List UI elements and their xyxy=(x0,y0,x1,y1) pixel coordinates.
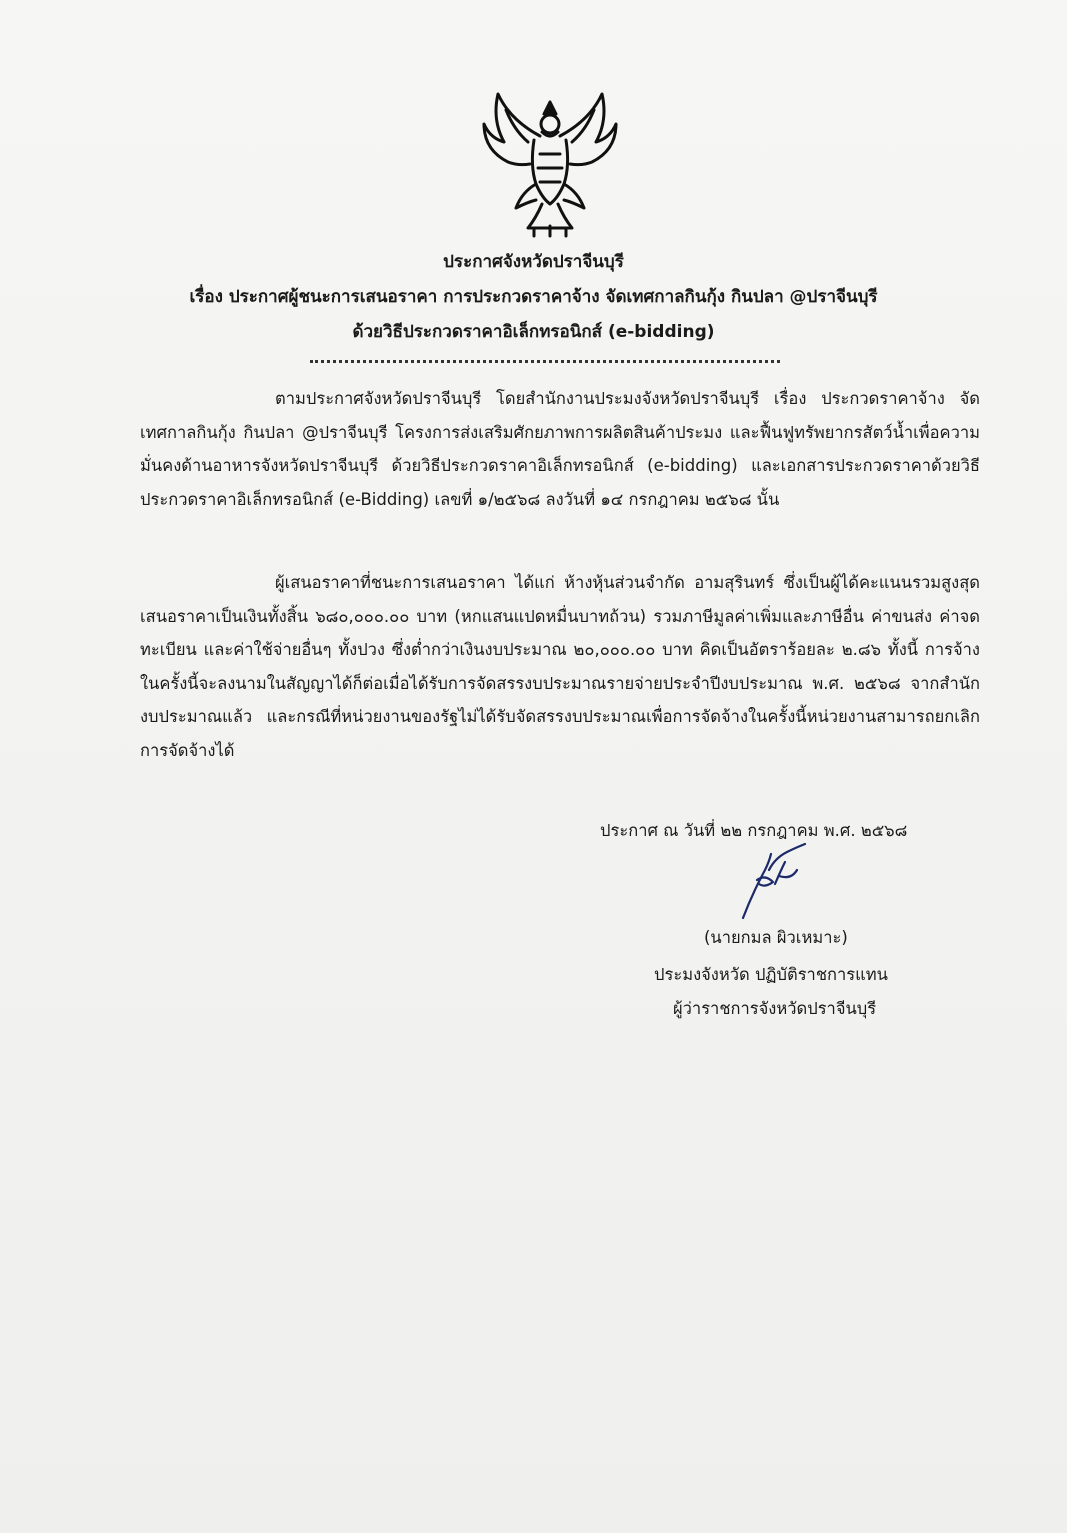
garuda-emblem-icon xyxy=(470,80,630,240)
announcement-method: ด้วยวิธีประกวดราคาอิเล็กทรอนิกส์ (e-bidding) xyxy=(352,322,715,342)
announcement-date: ประกาศ ณ วันที่ ๒๒ กรกฎาคม พ.ศ. ๒๕๖๘ xyxy=(600,821,908,840)
announcement-subject: เรื่อง ประกาศผู้ชนะการเสนอราคา การประกวดราคาจ้าง จัดเทศกาลกินกุ้ง กินปลา @ปราจีนบุรี xyxy=(189,287,878,307)
body-paragraph-1 xyxy=(140,382,980,516)
paragraph-1-text: ตามประกาศจังหวัดปราจีนบุรี โดยสำนักงานประมงจังหวัดปราจีนบุรี เรื่อง ประกวดราคาจ้าง จัดเทศกาลกินกุ้ง กินปลา @ปราจีนบุรี โครงการส่งเสริมศักยภาพการผลิตสินค้าประมง และฟื้นฟูทรัพยากรสัตว์น้ำเพื่อความมั่นคงด้านอาหารจังหวัดปราจีนบุรี ด้วยวิธีประกวดราคาอิเล็กทรอนิกส์ (e-bidding) และเอกสารประกวดราคาด้วยวิธีประกวดราคาอิเล็กทรอนิกส์ (e-Bidding) เลขที่ ๑/๒๕๖๘ ลงวันที่ ๑๔ กรกฎาคม ๒๕๖๘ นั้น xyxy=(140,389,980,509)
body-paragraph-2 xyxy=(140,566,980,767)
signature-icon xyxy=(735,840,825,920)
paragraph-2-text: ผู้เสนอราคาที่ชนะการเสนอราคา ได้แก่ ห้างหุ้นส่วนจำกัด อามสุรินทร์ ซึ่งเป็นผู้ได้คะแนนรวมสูงสุด เสนอราคาเป็นเงินทั้งสิ้น ๖๘๐,๐๐๐.๐๐ บาท (หกแสนแปดหมื่นบาทถ้วน) รวมภาษีมูลค่าเพิ่มและภาษีอื่น ค่าขนส่ง ค่าจดทะเบียน และค่าใช้จ่ายอื่นๆ ทั้งปวง ซึ่งต่ำกว่าเงินงบประมาณ ๒๐,๐๐๐.๐๐ บาท คิดเป็นอัตราร้อยละ ๒.๘๖ ทั้งนี้ การจ้างในครั้งนี้จะลงนามในสัญญาได้ก็ต่อเมื่อได้รับการจัดสรรงบประมาณรายจ่ายประจำปีงบประมาณ พ.ศ. ๒๕๖๘ จากสำนักงบประมาณแล้ว และกรณีที่หน่วยงานของรัฐไม่ได้รับจัดสรรงบประมาณเพื่อการจัดจ้างในครั้งนี้หน่วยงานสามารถยกเลิกการจัดจ้างได้ xyxy=(140,573,980,760)
signer-title-2: ผู้ว่าราชการจังหวัดปราจีนบุรี xyxy=(673,999,877,1018)
signer-title-1: ประมงจังหวัด ปฏิบัติราชการแทน xyxy=(654,965,888,984)
signer-name: (นายกมล ผิวเหมาะ) xyxy=(704,928,848,947)
divider xyxy=(310,360,780,363)
announcement-title: ประกาศจังหวัดปราจีนบุรี xyxy=(443,252,624,272)
